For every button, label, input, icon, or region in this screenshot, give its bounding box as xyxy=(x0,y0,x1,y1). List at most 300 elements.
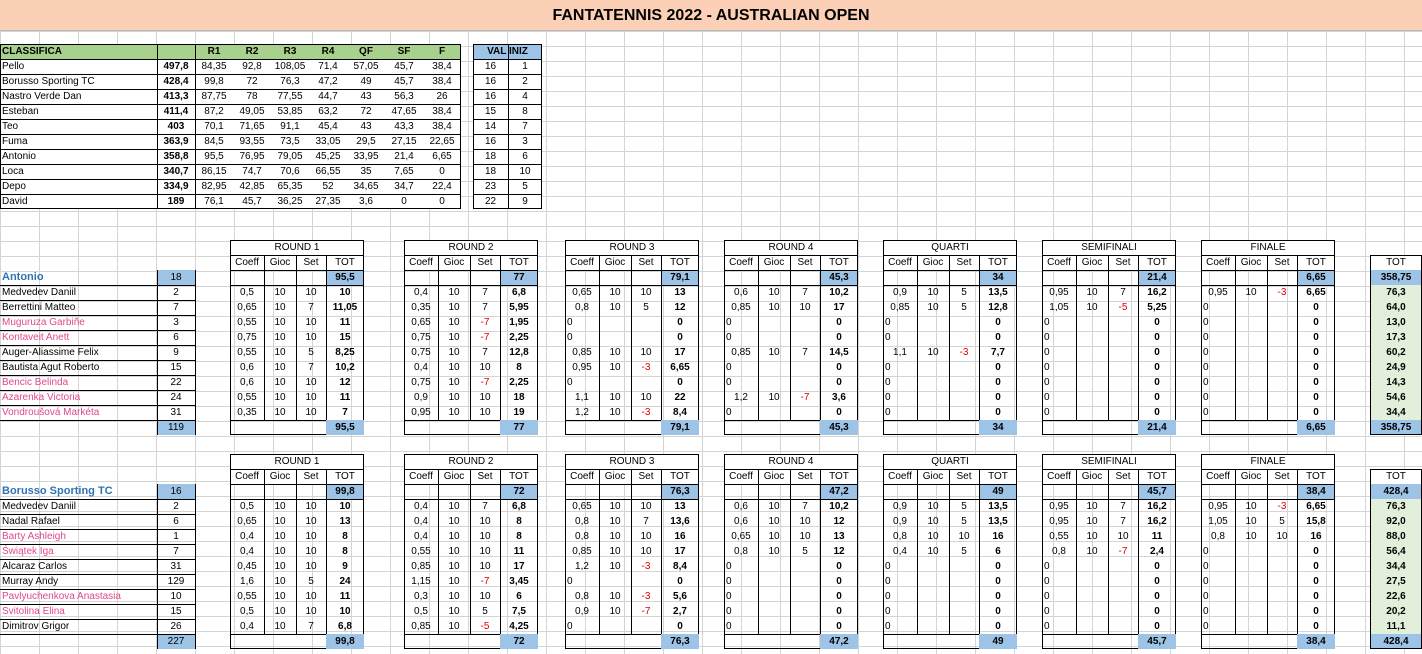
round-score[interactable]: 108,05 xyxy=(271,59,309,74)
coeff[interactable]: 0,8 xyxy=(734,546,748,557)
games[interactable]: 10 xyxy=(448,332,460,343)
games[interactable] xyxy=(1076,405,1108,420)
player-total[interactable]: 92,0 xyxy=(1370,514,1422,529)
coeff[interactable]: 0 xyxy=(1203,561,1209,572)
round-points[interactable]: 7,5 xyxy=(512,606,526,617)
player-total[interactable]: 20,2 xyxy=(1370,604,1422,619)
grand-total[interactable]: 358,75 xyxy=(1370,270,1422,285)
round-score[interactable]: 91,1 xyxy=(271,119,309,134)
games[interactable] xyxy=(599,574,631,589)
round-title[interactable]: SEMIFINALI xyxy=(1042,240,1176,255)
round-sum[interactable]: 47,2 xyxy=(820,634,858,649)
team-total[interactable]: 340,7 xyxy=(157,164,195,179)
sets[interactable] xyxy=(1108,559,1138,574)
round-score[interactable]: 22,65 xyxy=(423,134,461,149)
round-score[interactable]: 70,6 xyxy=(271,164,309,179)
coeff[interactable]: 0 xyxy=(567,317,573,328)
round-points[interactable]: 0 xyxy=(1313,606,1319,617)
round-points[interactable]: 17 xyxy=(674,546,686,557)
games[interactable] xyxy=(599,375,631,390)
games[interactable]: 10 xyxy=(448,392,460,403)
coeff[interactable]: 0 xyxy=(726,591,732,602)
col-header[interactable]: Gioc xyxy=(917,255,949,270)
round-title[interactable]: ROUND 1 xyxy=(230,240,364,255)
round-sum[interactable]: 77 xyxy=(500,420,538,435)
round-sum[interactable]: 49 xyxy=(979,634,1017,649)
sets[interactable] xyxy=(949,390,979,405)
round-score[interactable]: 65,35 xyxy=(271,179,309,194)
round-points[interactable]: 0 xyxy=(995,332,1001,343)
round-points[interactable]: 15,8 xyxy=(1306,516,1326,527)
round-score[interactable]: 63,2 xyxy=(309,104,347,119)
games[interactable] xyxy=(1076,559,1108,574)
coeff[interactable]: 0 xyxy=(1044,362,1050,373)
round-points[interactable]: 0 xyxy=(1313,407,1319,418)
coeff[interactable]: 0 xyxy=(1203,317,1209,328)
games[interactable]: 10 xyxy=(274,561,286,572)
col-header[interactable]: Gioc xyxy=(599,255,631,270)
games[interactable] xyxy=(1076,619,1108,634)
player-total[interactable]: 56,4 xyxy=(1370,544,1422,559)
player-total[interactable]: 60,2 xyxy=(1370,345,1422,360)
games[interactable]: 10 xyxy=(927,287,939,298)
player-name[interactable]: Medvedev Daniil xyxy=(2,287,76,298)
round-points[interactable]: 0 xyxy=(1313,546,1319,557)
round-score[interactable]: 21,4 xyxy=(385,149,423,164)
col-header[interactable]: TOT xyxy=(820,255,858,270)
round-points[interactable]: 10 xyxy=(339,287,351,298)
round-points[interactable]: 15 xyxy=(339,332,351,343)
round-points[interactable]: 14,5 xyxy=(829,347,849,358)
games[interactable] xyxy=(917,405,949,420)
coeff[interactable]: 1,1 xyxy=(575,392,589,403)
round-points[interactable]: 17 xyxy=(833,302,845,313)
player-value[interactable]: 2 xyxy=(173,501,179,512)
sets[interactable]: 10 xyxy=(958,531,970,542)
col-header[interactable]: Coeff xyxy=(1201,469,1235,484)
games[interactable] xyxy=(917,559,949,574)
games[interactable]: 10 xyxy=(1245,531,1257,542)
sets[interactable]: 10 xyxy=(305,501,317,512)
games[interactable] xyxy=(758,375,790,390)
sets[interactable]: 5 xyxy=(308,576,314,587)
sets[interactable]: 10 xyxy=(305,591,317,602)
col-header[interactable]: Coeff xyxy=(724,255,758,270)
round-score[interactable]: 43 xyxy=(347,89,385,104)
round-score[interactable]: 71,4 xyxy=(309,59,347,74)
team-total[interactable]: 413,3 xyxy=(157,89,195,104)
games[interactable] xyxy=(1235,619,1267,634)
round-score[interactable]: 76,3 xyxy=(271,74,309,89)
sets[interactable]: -7 xyxy=(480,332,490,343)
sets[interactable]: 10 xyxy=(640,392,652,403)
col-header[interactable]: TOT xyxy=(979,255,1017,270)
round-points[interactable]: 8 xyxy=(516,362,522,373)
games[interactable]: 10 xyxy=(609,302,621,313)
round-points[interactable]: 10 xyxy=(339,606,351,617)
coeff[interactable]: 0 xyxy=(885,332,891,343)
val-iniz-header[interactable]: VAL INIZ xyxy=(473,44,542,59)
round-points[interactable]: 13 xyxy=(833,531,845,542)
round-points[interactable]: 8 xyxy=(516,531,522,542)
player-total[interactable]: 17,3 xyxy=(1370,330,1422,345)
coeff[interactable]: 0 xyxy=(885,317,891,328)
coeff[interactable]: 0,9 xyxy=(575,606,589,617)
round-score[interactable]: 36,25 xyxy=(271,194,309,209)
games[interactable]: 10 xyxy=(274,501,286,512)
player-name[interactable]: Berrettini Matteo xyxy=(2,302,76,313)
round-title[interactable]: ROUND 4 xyxy=(724,454,858,469)
games[interactable] xyxy=(1076,315,1108,330)
player-name[interactable]: Bencic Belinda xyxy=(2,377,69,388)
sets[interactable] xyxy=(949,315,979,330)
coeff[interactable]: 0,65 xyxy=(411,317,431,328)
player-value[interactable]: 31 xyxy=(170,561,182,572)
round-total[interactable]: 99,8 xyxy=(326,484,364,499)
round-points[interactable]: 13,6 xyxy=(670,516,690,527)
coeff[interactable]: 0,85 xyxy=(411,561,431,572)
round-header[interactable]: QF xyxy=(347,44,385,59)
round-score[interactable]: 72 xyxy=(233,74,271,89)
coeff[interactable]: 0,95 xyxy=(1049,287,1069,298)
coeff[interactable]: 0,4 xyxy=(893,546,907,557)
sets[interactable]: -7 xyxy=(480,377,490,388)
round-points[interactable]: 0 xyxy=(1154,561,1160,572)
games[interactable]: 10 xyxy=(609,362,621,373)
coeff[interactable]: 0,6 xyxy=(734,501,748,512)
team-name[interactable]: Pello xyxy=(0,59,157,74)
games[interactable]: 10 xyxy=(609,546,621,557)
coeff[interactable]: 0,55 xyxy=(237,347,257,358)
round-score[interactable]: 34,65 xyxy=(347,179,385,194)
round-points[interactable]: 3,6 xyxy=(832,392,846,403)
sets[interactable] xyxy=(1267,619,1297,634)
round-total[interactable]: 72 xyxy=(500,484,538,499)
col-header[interactable]: Coeff xyxy=(1201,255,1235,270)
coeff[interactable]: 0,4 xyxy=(414,516,428,527)
player-name[interactable]: Vondroušová Markéta xyxy=(2,407,100,418)
player-name[interactable]: Alcaraz Carlos xyxy=(2,561,68,572)
round-points[interactable]: 6,65 xyxy=(1306,287,1326,298)
games[interactable]: 10 xyxy=(609,347,621,358)
coeff[interactable]: 0 xyxy=(726,332,732,343)
sets[interactable]: 10 xyxy=(479,546,491,557)
coeff[interactable]: 0,8 xyxy=(1052,546,1066,557)
round-total[interactable]: 49 xyxy=(979,484,1017,499)
round-score[interactable]: 45,7 xyxy=(385,74,423,89)
col-header[interactable]: Set xyxy=(790,469,820,484)
round-points[interactable]: 8 xyxy=(342,546,348,557)
games[interactable] xyxy=(758,589,790,604)
round-title[interactable]: ROUND 2 xyxy=(404,240,538,255)
round-points[interactable]: 10,2 xyxy=(335,362,355,373)
player-name[interactable]: Azarenka Victoria xyxy=(2,392,81,403)
games[interactable]: 10 xyxy=(1245,501,1257,512)
round-points[interactable]: 0 xyxy=(677,621,683,632)
sets[interactable]: 7 xyxy=(482,302,488,313)
round-points[interactable]: 16,2 xyxy=(1147,501,1167,512)
team-title[interactable]: Borusso Sporting TC xyxy=(2,485,113,497)
coeff[interactable]: 0,4 xyxy=(414,362,428,373)
coeff[interactable]: 0 xyxy=(726,362,732,373)
games[interactable] xyxy=(1235,405,1267,420)
col-header[interactable]: Coeff xyxy=(404,469,438,484)
round-points[interactable]: 16 xyxy=(992,531,1004,542)
games[interactable] xyxy=(1235,375,1267,390)
sets[interactable]: 10 xyxy=(305,317,317,328)
round-points[interactable]: 5,95 xyxy=(509,302,529,313)
player-value[interactable]: 15 xyxy=(170,362,182,373)
player-value[interactable]: 22 xyxy=(170,377,182,388)
games[interactable]: 10 xyxy=(448,591,460,602)
round-sum[interactable]: 72 xyxy=(500,634,538,649)
player-total[interactable]: 27,5 xyxy=(1370,574,1422,589)
sets[interactable] xyxy=(1267,375,1297,390)
coeff[interactable]: 0 xyxy=(1044,392,1050,403)
classifica-header[interactable]: CLASSIFICA xyxy=(0,44,157,59)
sets[interactable] xyxy=(631,315,661,330)
sets[interactable]: 7 xyxy=(482,501,488,512)
sets[interactable] xyxy=(790,360,820,375)
player-value[interactable]: 2 xyxy=(173,287,179,298)
games[interactable]: 10 xyxy=(274,531,286,542)
sets[interactable] xyxy=(1108,345,1138,360)
round-points[interactable]: 8,4 xyxy=(673,407,687,418)
sets[interactable]: 10 xyxy=(479,407,491,418)
player-total[interactable]: 64,0 xyxy=(1370,300,1422,315)
games[interactable] xyxy=(758,315,790,330)
round-points[interactable]: 0 xyxy=(1313,576,1319,587)
sets[interactable]: 7 xyxy=(643,516,649,527)
sets[interactable]: 5 xyxy=(961,516,967,527)
games[interactable]: 10 xyxy=(768,392,780,403)
round-total[interactable]: 47,2 xyxy=(820,484,858,499)
coeff[interactable]: 0,95 xyxy=(572,362,592,373)
sets[interactable] xyxy=(1108,390,1138,405)
coeff[interactable]: 1,2 xyxy=(734,392,748,403)
coeff[interactable]: 0 xyxy=(1203,591,1209,602)
sets[interactable] xyxy=(1108,375,1138,390)
coeff[interactable]: 0 xyxy=(885,392,891,403)
coeff[interactable]: 0 xyxy=(1203,332,1209,343)
round-points[interactable]: 13 xyxy=(674,287,686,298)
games[interactable]: 10 xyxy=(768,546,780,557)
val-iniz[interactable]: 18 xyxy=(473,164,508,179)
round-points[interactable]: 17 xyxy=(674,347,686,358)
sets[interactable] xyxy=(1267,360,1297,375)
games[interactable] xyxy=(1076,589,1108,604)
games[interactable]: 10 xyxy=(448,501,460,512)
round-score[interactable]: 73,5 xyxy=(271,134,309,149)
round-points[interactable]: 12,8 xyxy=(509,347,529,358)
games[interactable]: 10 xyxy=(609,501,621,512)
round-total[interactable]: 79,1 xyxy=(661,270,699,285)
games[interactable]: 10 xyxy=(448,576,460,587)
sets[interactable] xyxy=(1108,330,1138,345)
games[interactable]: 10 xyxy=(927,347,939,358)
sets[interactable]: -7 xyxy=(1118,546,1128,557)
rank[interactable]: 6 xyxy=(508,149,542,164)
player-value[interactable]: 6 xyxy=(173,332,179,343)
col-header[interactable]: TOT xyxy=(1297,469,1335,484)
sets[interactable] xyxy=(790,330,820,345)
round-points[interactable]: 0 xyxy=(1313,591,1319,602)
sets[interactable]: -3 xyxy=(641,591,651,602)
coeff[interactable]: 0,95 xyxy=(1208,287,1228,298)
round-points[interactable]: 0 xyxy=(995,407,1001,418)
round-points[interactable]: 7 xyxy=(342,407,348,418)
coeff[interactable]: 0 xyxy=(1203,302,1209,313)
round-points[interactable]: 0 xyxy=(1154,332,1160,343)
round-points[interactable]: 0 xyxy=(836,332,842,343)
rank[interactable]: 3 xyxy=(508,134,542,149)
round-header[interactable]: R1 xyxy=(195,44,233,59)
round-points[interactable]: 0 xyxy=(995,621,1001,632)
col-header[interactable]: Set xyxy=(631,255,661,270)
games[interactable]: 10 xyxy=(274,347,286,358)
round-score[interactable]: 76,1 xyxy=(195,194,233,209)
coeff[interactable]: 0,6 xyxy=(240,377,254,388)
coeff[interactable]: 0,9 xyxy=(893,501,907,512)
sets[interactable]: 7 xyxy=(802,501,808,512)
col-header[interactable]: Gioc xyxy=(438,255,470,270)
round-score[interactable]: 70,1 xyxy=(195,119,233,134)
player-total[interactable]: 76,3 xyxy=(1370,499,1422,514)
coeff[interactable]: 0 xyxy=(1044,377,1050,388)
coeff[interactable]: 0,5 xyxy=(414,606,428,617)
round-score[interactable]: 71,65 xyxy=(233,119,271,134)
sets[interactable]: 10 xyxy=(305,392,317,403)
round-points[interactable]: 5,25 xyxy=(1147,302,1167,313)
round-points[interactable]: 24 xyxy=(339,576,351,587)
games[interactable] xyxy=(1076,330,1108,345)
col-header[interactable]: Set xyxy=(296,469,326,484)
games[interactable] xyxy=(917,315,949,330)
val-iniz[interactable]: 18 xyxy=(473,149,508,164)
sets[interactable] xyxy=(631,330,661,345)
round-points[interactable]: 0 xyxy=(1313,561,1319,572)
team-sum-value[interactable]: 227 xyxy=(157,634,195,649)
round-header[interactable]: F xyxy=(423,44,461,59)
val-iniz[interactable]: 16 xyxy=(473,134,508,149)
col-header[interactable]: Gioc xyxy=(1076,255,1108,270)
sets[interactable] xyxy=(631,375,661,390)
games[interactable]: 10 xyxy=(609,606,621,617)
games[interactable]: 10 xyxy=(927,516,939,527)
col-header[interactable]: Gioc xyxy=(599,469,631,484)
round-points[interactable]: 0 xyxy=(995,591,1001,602)
team-total[interactable]: 363,9 xyxy=(157,134,195,149)
games[interactable]: 10 xyxy=(274,516,286,527)
games[interactable]: 10 xyxy=(448,362,460,373)
coeff[interactable]: 0,9 xyxy=(893,516,907,527)
rank[interactable]: 4 xyxy=(508,89,542,104)
sets[interactable] xyxy=(631,619,661,634)
coeff[interactable]: 0 xyxy=(1203,377,1209,388)
round-score[interactable]: 84,35 xyxy=(195,59,233,74)
coeff[interactable]: 0 xyxy=(1203,546,1209,557)
round-points[interactable]: 0 xyxy=(836,606,842,617)
round-points[interactable]: 0 xyxy=(995,576,1001,587)
coeff[interactable]: 0 xyxy=(567,377,573,388)
games[interactable] xyxy=(1235,300,1267,315)
round-points[interactable]: 0 xyxy=(836,362,842,373)
sets[interactable]: 10 xyxy=(479,516,491,527)
games[interactable]: 10 xyxy=(768,302,780,313)
round-score[interactable]: 27,15 xyxy=(385,134,423,149)
player-total[interactable]: 13,0 xyxy=(1370,315,1422,330)
sets[interactable] xyxy=(1267,345,1297,360)
round-points[interactable]: 0 xyxy=(677,576,683,587)
sets[interactable]: -3 xyxy=(641,362,651,373)
games[interactable]: 10 xyxy=(448,531,460,542)
sets[interactable] xyxy=(1108,360,1138,375)
games[interactable]: 10 xyxy=(609,392,621,403)
coeff[interactable]: 0,4 xyxy=(240,621,254,632)
coeff[interactable]: 0,6 xyxy=(734,287,748,298)
sets[interactable]: 10 xyxy=(799,516,811,527)
sets[interactable]: 10 xyxy=(305,606,317,617)
coeff[interactable]: 0,75 xyxy=(237,332,257,343)
coeff[interactable]: 0,95 xyxy=(411,407,431,418)
games[interactable] xyxy=(1235,604,1267,619)
coeff[interactable]: 0,8 xyxy=(1211,531,1225,542)
games[interactable] xyxy=(599,330,631,345)
round-points[interactable]: 10,2 xyxy=(829,501,849,512)
round-points[interactable]: 11 xyxy=(513,546,525,557)
col-header[interactable]: Set xyxy=(790,255,820,270)
games[interactable]: 10 xyxy=(768,531,780,542)
col-header[interactable]: Set xyxy=(949,469,979,484)
sets[interactable]: 7 xyxy=(802,347,808,358)
coeff[interactable]: 0 xyxy=(567,621,573,632)
games[interactable]: 10 xyxy=(274,287,286,298)
val-iniz[interactable]: 22 xyxy=(473,194,508,209)
sets[interactable] xyxy=(1267,544,1297,559)
round-points[interactable]: 0 xyxy=(1313,332,1319,343)
round-total[interactable]: 38,4 xyxy=(1297,484,1335,499)
col-header[interactable]: TOT xyxy=(979,469,1017,484)
round-points[interactable]: 13,5 xyxy=(988,287,1008,298)
games[interactable] xyxy=(1076,360,1108,375)
sets[interactable] xyxy=(949,405,979,420)
player-total[interactable]: 88,0 xyxy=(1370,529,1422,544)
sets[interactable]: -3 xyxy=(641,561,651,572)
round-points[interactable]: 6,8 xyxy=(512,501,526,512)
sets[interactable]: -3 xyxy=(959,347,969,358)
round-score[interactable]: 95,5 xyxy=(195,149,233,164)
player-name[interactable]: Bautista Agut Roberto xyxy=(2,362,100,373)
round-score[interactable]: 56,3 xyxy=(385,89,423,104)
round-points[interactable]: 0 xyxy=(1154,407,1160,418)
round-points[interactable]: 2,25 xyxy=(509,332,529,343)
round-score[interactable]: 93,55 xyxy=(233,134,271,149)
team-total[interactable]: 189 xyxy=(157,194,195,209)
coeff[interactable]: 0,55 xyxy=(237,317,257,328)
games[interactable] xyxy=(1235,345,1267,360)
col-header[interactable]: Gioc xyxy=(758,255,790,270)
col-header[interactable]: TOT xyxy=(1297,255,1335,270)
sets[interactable]: 7 xyxy=(308,302,314,313)
sets[interactable]: 5 xyxy=(802,546,808,557)
coeff[interactable]: 1,05 xyxy=(1049,302,1069,313)
team-total[interactable]: 334,9 xyxy=(157,179,195,194)
sets[interactable]: 10 xyxy=(479,531,491,542)
round-score[interactable]: 86,15 xyxy=(195,164,233,179)
sets[interactable]: 5 xyxy=(1279,516,1285,527)
games[interactable] xyxy=(917,574,949,589)
sets[interactable] xyxy=(1267,315,1297,330)
